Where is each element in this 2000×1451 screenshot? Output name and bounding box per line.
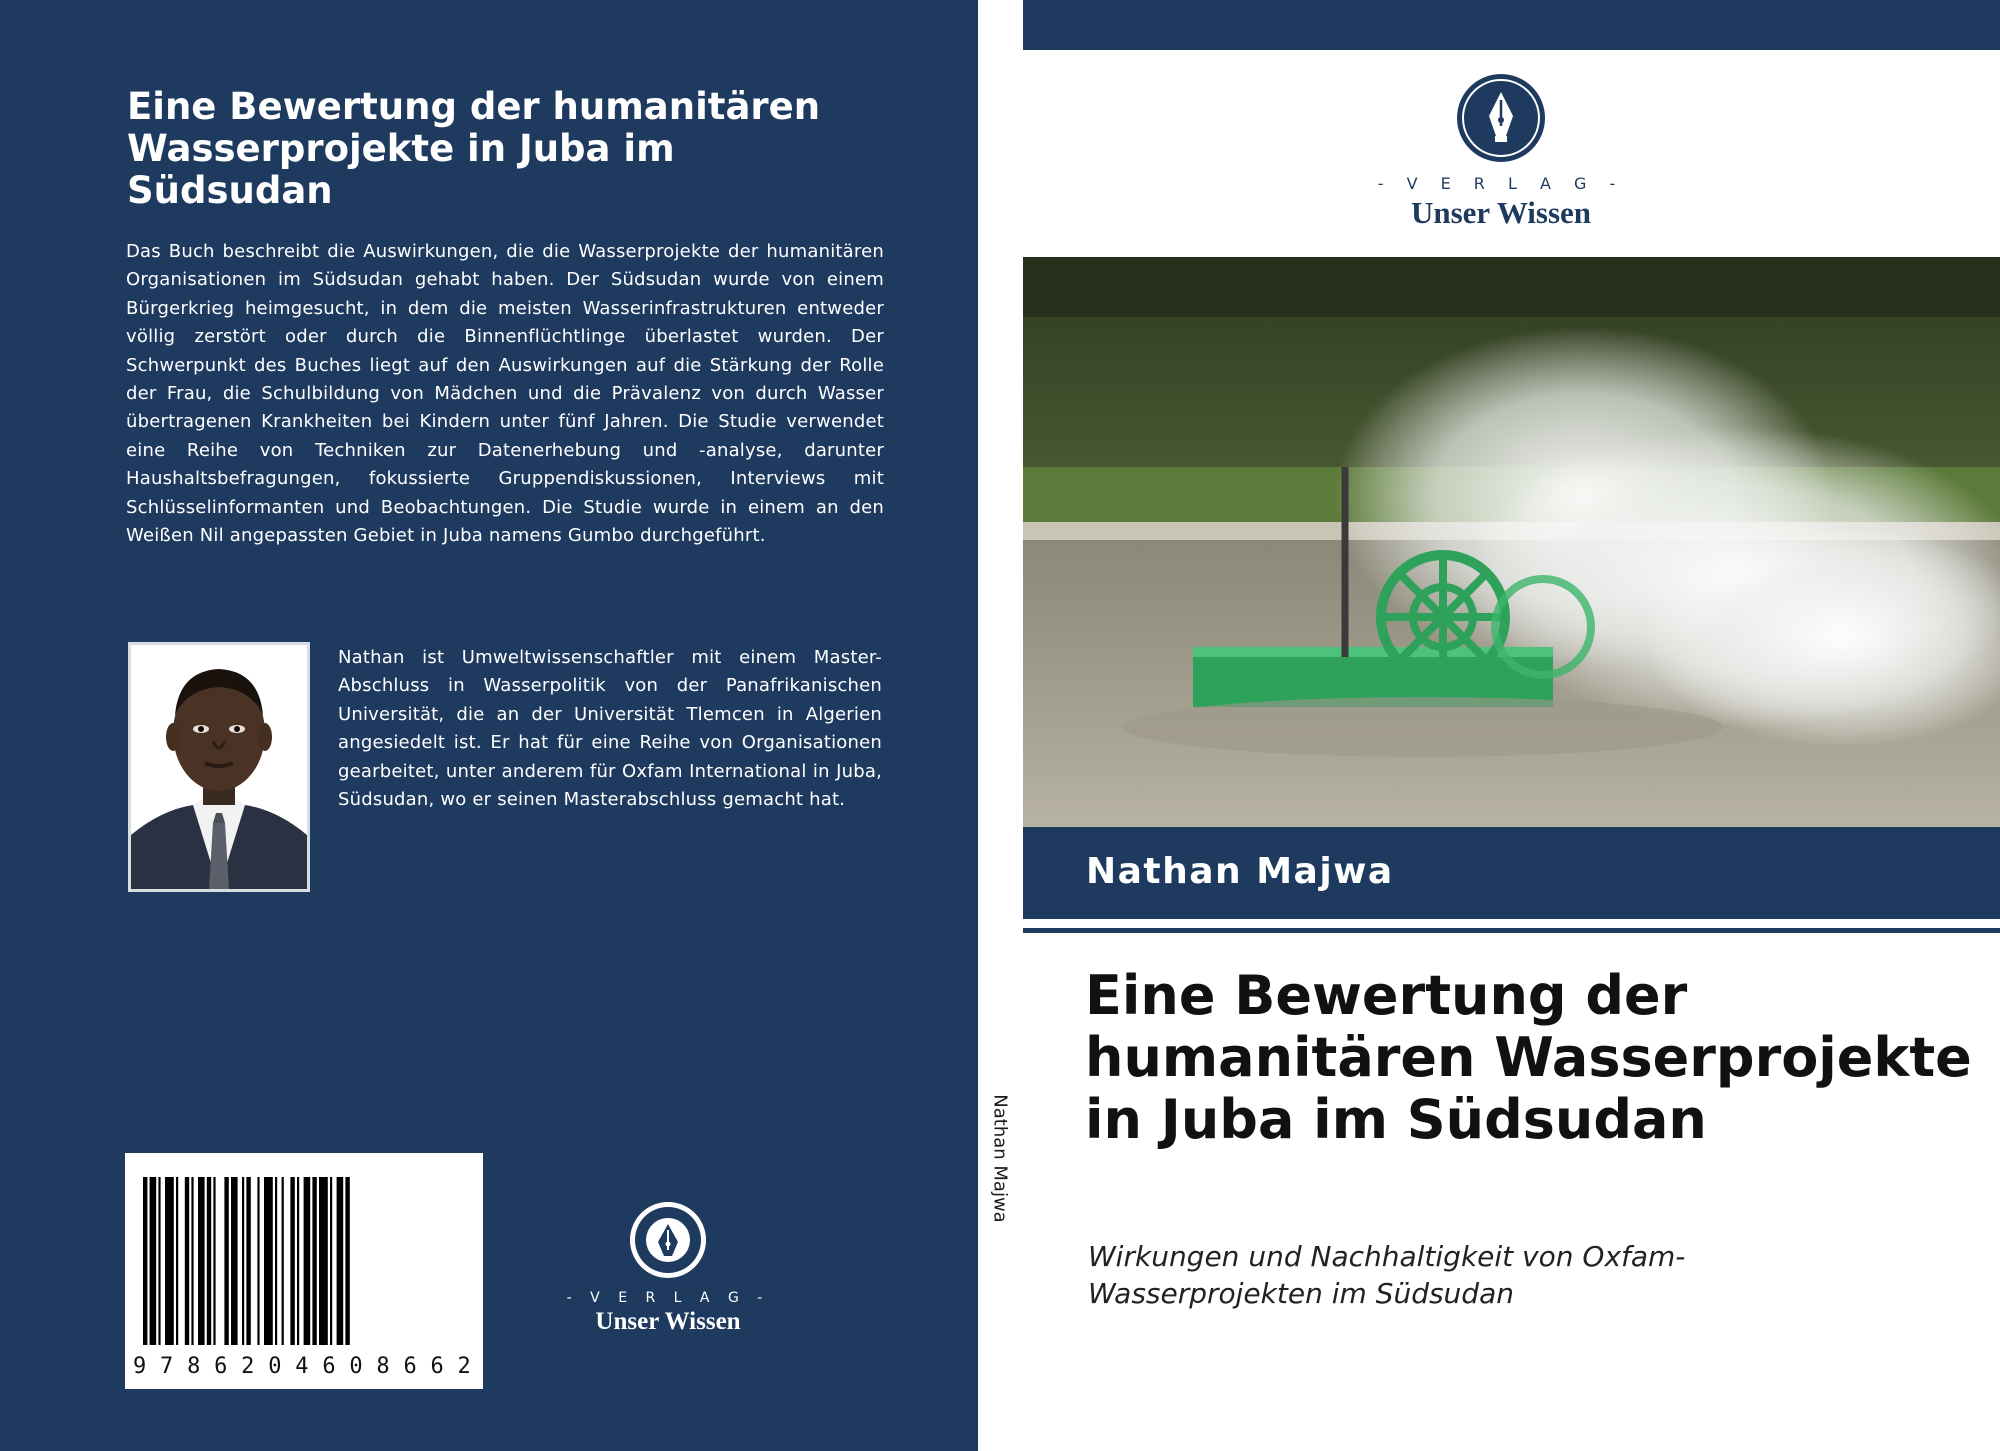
- barcode-bar: [297, 1177, 299, 1345]
- isbn-digits: 9786204608662: [133, 1354, 485, 1379]
- front-logo-verlag: - V E R L A G -: [1377, 174, 1625, 193]
- front-top-bar: [1023, 0, 2000, 50]
- barcode-bar: [246, 1177, 250, 1345]
- barcode-bar: [165, 1177, 174, 1345]
- barcode-bar: [312, 1177, 316, 1345]
- author-bio: Nathan ist Umweltwissenschaftler mit einem Master-Abschluss in Wasserpolitik von der Panafrikanischen Universität, die an der Universität Tlemcen in Algerien angesiedelt ist. Er hat für eine Reihe von Organisationen gearbeitet, unter anderem für Oxfam International in Juba, Südsudan, wo er seinen Masterabschluss gemacht hat.: [338, 647, 882, 811]
- barcode-bar: [185, 1177, 189, 1345]
- back-cover-title: Eine Bewertung der humanitären Wasserprojekte in Juba im Südsudan: [127, 85, 821, 212]
- barcode-bar: [345, 1177, 349, 1345]
- back-cover: [0, 0, 978, 1451]
- pen-nib-seal-icon: [628, 1200, 708, 1280]
- barcode-bar: [304, 1177, 311, 1345]
- front-author-name: Nathan Majwa: [1086, 851, 1394, 892]
- front-publisher-logo: [1360, 72, 1642, 231]
- author-portrait-image: [131, 645, 307, 889]
- barcode-bar: [275, 1177, 277, 1345]
- barcode-bar: [207, 1177, 211, 1345]
- front-divider-line: [1023, 928, 2000, 933]
- barcode-bar: [264, 1177, 273, 1345]
- front-author-bar: [1023, 827, 2000, 919]
- barcode-bar: [231, 1177, 238, 1345]
- barcode-bar: [290, 1177, 294, 1345]
- barcode-bar: [282, 1177, 284, 1345]
- barcode-bar: [158, 1177, 160, 1345]
- author-photo: [128, 642, 310, 892]
- barcode-bar: [150, 1177, 157, 1345]
- barcode-bar: [213, 1177, 215, 1345]
- barcode-bar: [198, 1177, 205, 1345]
- front-logo-name: Unser Wissen: [1410, 195, 1592, 230]
- barcode-bar: [319, 1177, 328, 1345]
- spine-author: Nathan Majwa: [989, 1094, 1011, 1223]
- cover-photo-aerator: [1023, 257, 2000, 827]
- barcode-bar: [337, 1177, 344, 1345]
- isbn-barcode: [125, 1153, 483, 1389]
- barcode-bar: [191, 1177, 193, 1345]
- barcode-bar: [176, 1177, 178, 1345]
- front-cover-title: Eine Bewertung der humanitären Wasserprojekte in Juba im Südsudan: [1085, 964, 1972, 1151]
- pen-nib-logo-icon: [1455, 72, 1547, 164]
- barcode-bar: [242, 1177, 244, 1345]
- barcode-bar: [224, 1177, 228, 1345]
- back-logo-name: Unser Wissen: [595, 1308, 741, 1335]
- back-logo-verlag: - V E R L A G -: [566, 1290, 770, 1306]
- barcode-bars: [143, 1177, 465, 1345]
- paddlewheel-aerator-image: [1023, 257, 2000, 827]
- back-cover-blurb: Das Buch beschreibt die Auswirkungen, die die Wasserprojekte der humanitären Organisationen im Südsudan gehabt haben. Der Südsudan wurde von einem Bürgerkrieg heimgesucht, in dem die meisten Wasserinfrastrukturen entweder völlig zerstört oder durch die Binnenflüchtlinge überlastet wurden. Der Schwerpunkt des Buches liegt auf den Auswirkungen auf die Stärkung der Rolle der Frau, die Schulbildung von Mädchen und die Prävalenz von durch Wasser übertragenen Krankheiten bei Kindern unter fünf Jahren. Die Studie verwendet eine Reihe von Techniken zur Datenerhebung und -analyse, darunter Haushaltsbefragungen, fokussierte Gruppendiskussionen, Interviews mit Schlüsselinformanten und Beobachtungen. Die Studie wurde in einem an den Weißen Nil angepassten Gebiet in Juba namens Gumbo durchgeführt.: [126, 241, 884, 547]
- barcode-bar: [330, 1177, 332, 1345]
- back-publisher-logo: [560, 1200, 776, 1336]
- front-cover-subtitle: Wirkungen und Nachhaltigkeit von Oxfam-Wasserprojekten im Südsudan: [1088, 1240, 1686, 1310]
- barcode-bar: [143, 1177, 147, 1345]
- barcode-bar: [257, 1177, 259, 1345]
